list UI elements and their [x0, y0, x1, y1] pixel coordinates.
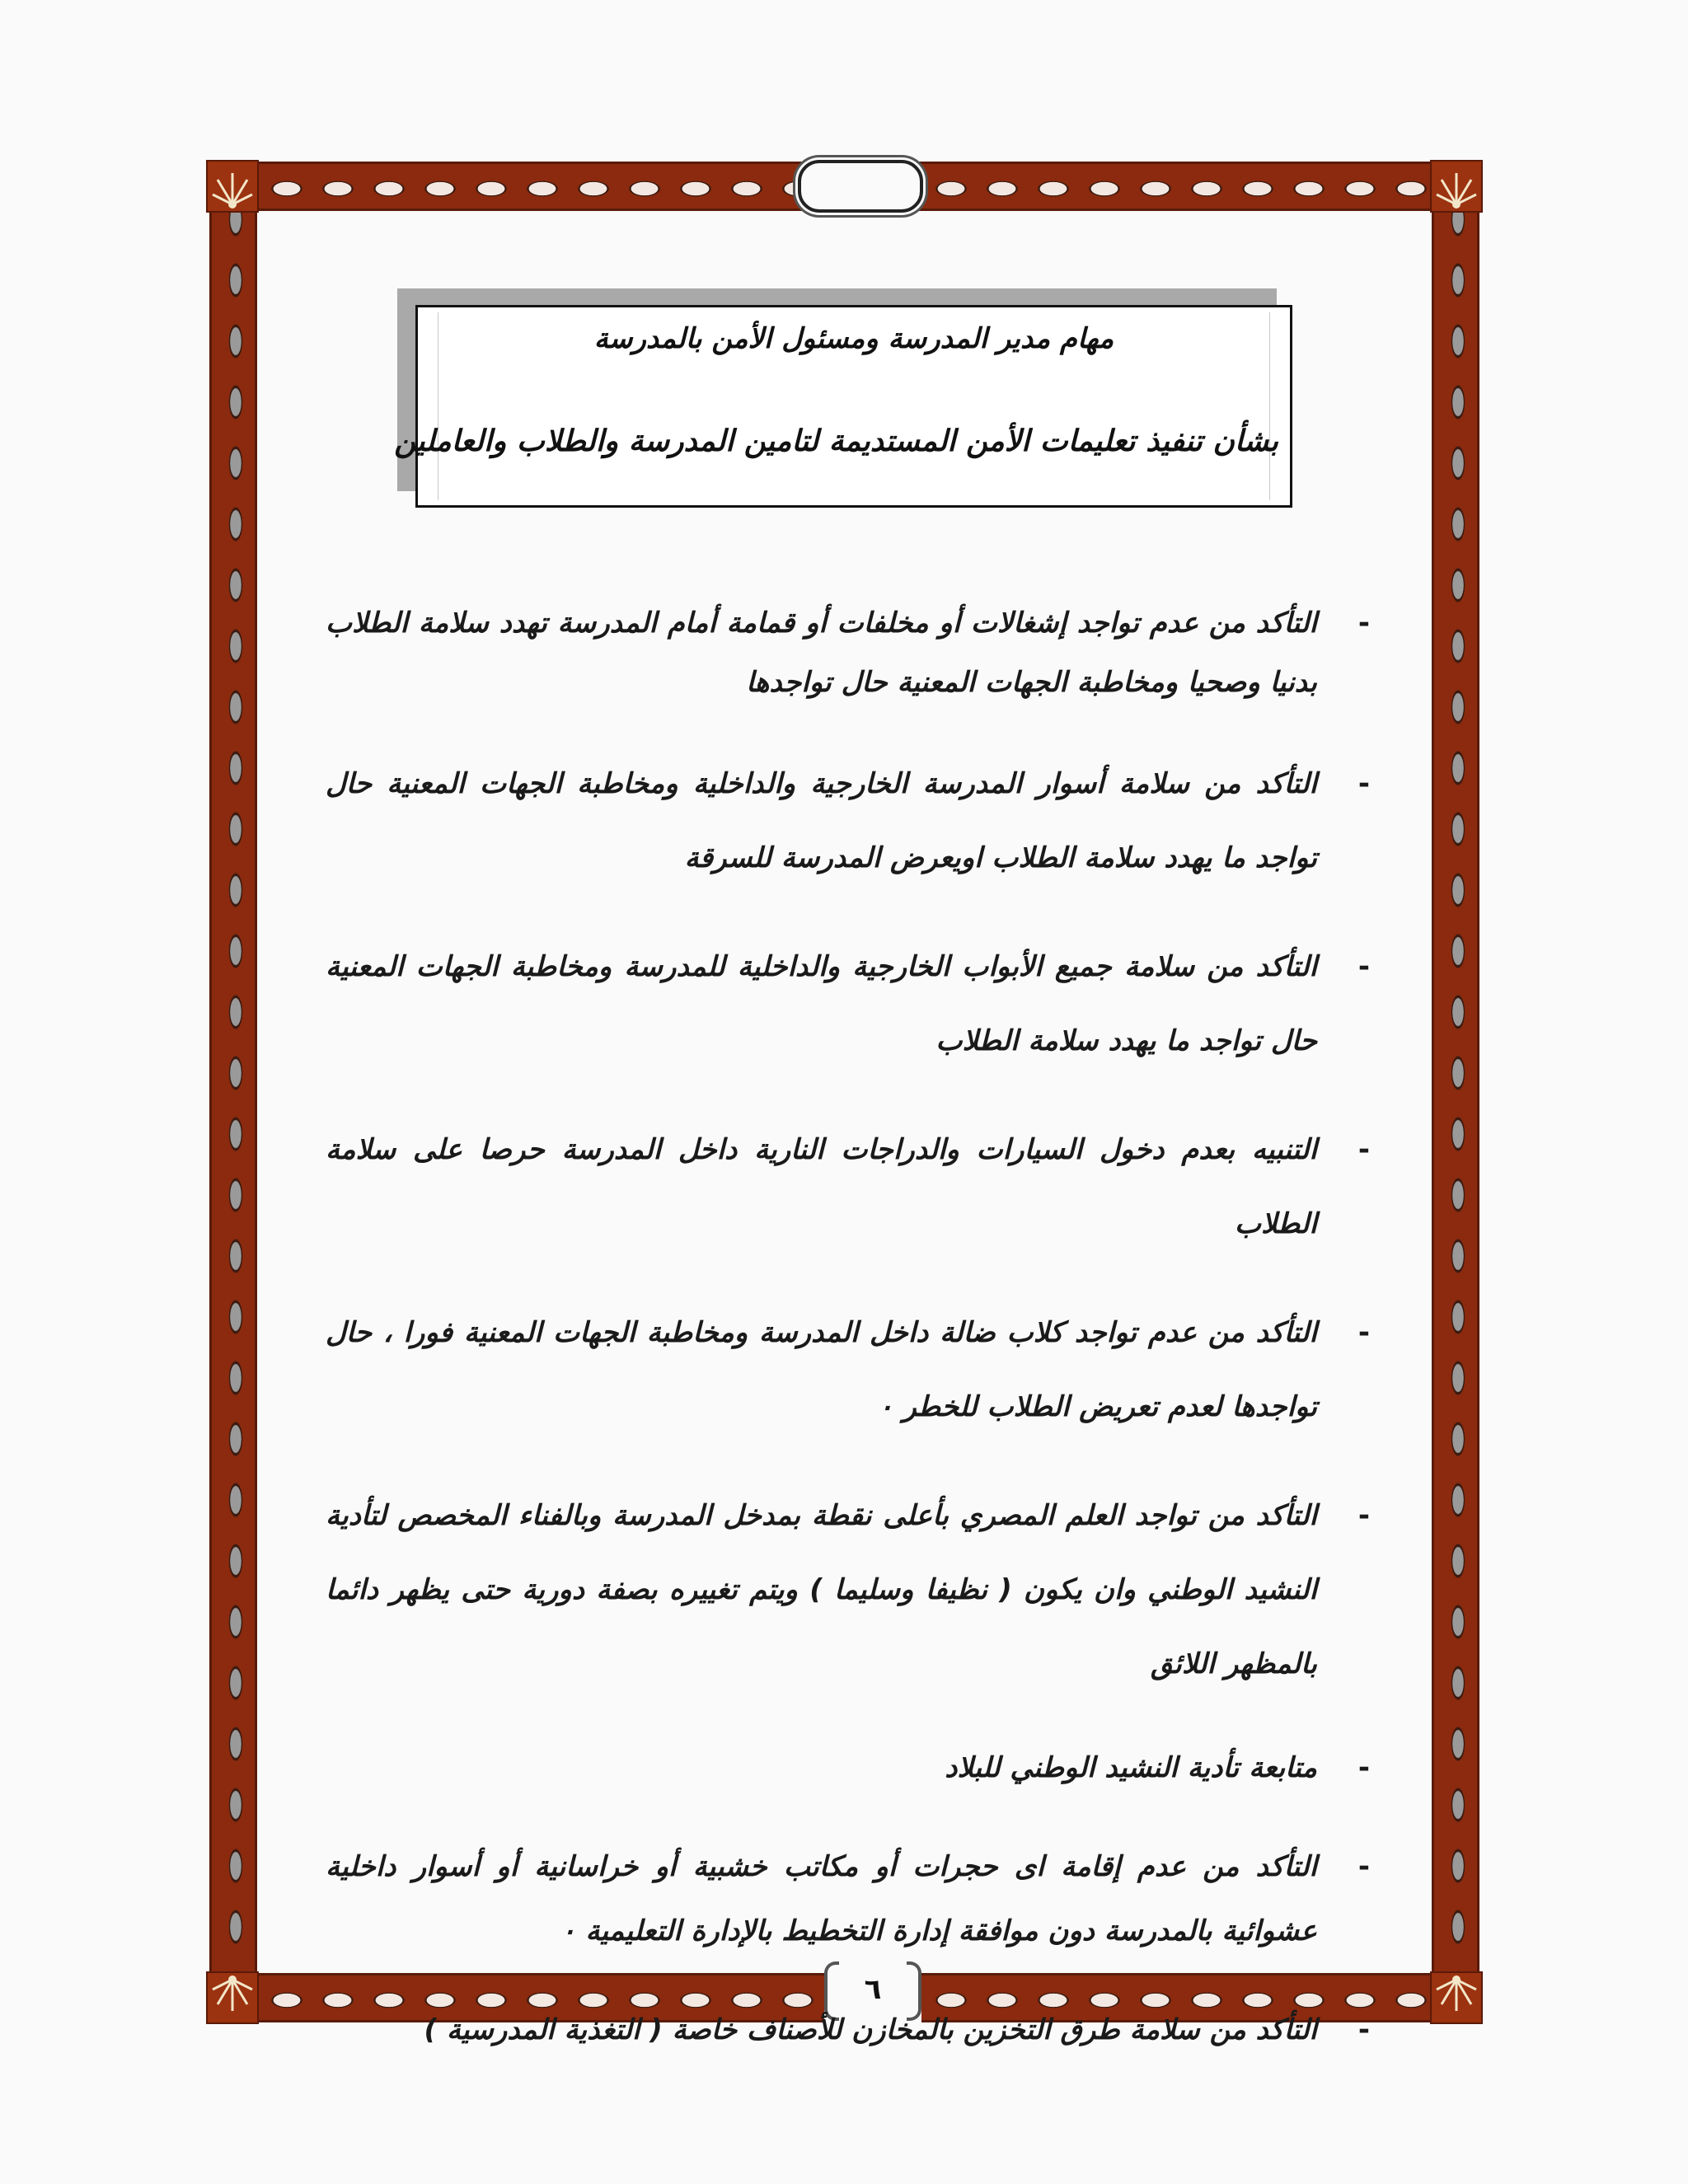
list-marker: - [1357, 1316, 1370, 1349]
list-marker: - [1357, 1133, 1370, 1166]
list-marker: - [1357, 767, 1370, 800]
list-item-text: التأكد من تواجد العلم المصري بأعلى نقطة بمدخل المدرسة وبالفناء المخصص لتأدية النشيد الوطني وان يكون ( نظيفا وسليما ) ويتم تغييره بصفة دورية حتى يظهر دائما بالمظهر اللائق [326, 1499, 1317, 1680]
frame-right-border [1432, 186, 1479, 1996]
frame-corner-ornament-top-left [206, 160, 259, 213]
frame-corner-ornament-bottom-right [1430, 1971, 1483, 2024]
list-marker: - [1357, 1499, 1370, 1532]
list-marker: - [1357, 607, 1370, 640]
list-item [326, 1113, 1376, 1261]
list-item-text: التأكد من عدم تواجد إشغالات أو مخلفات أو قمامة أمام المدرسة تهدد سلامة الطلاب بدنيا وصحيا ومخاطبة الجهات المعنية حال تواجدها [326, 607, 1317, 699]
list-item-text: التأكد من سلامة طرق التخزين بالمخازن للأصناف خاصة ( التغذية المدرسية ) [424, 2013, 1317, 2046]
list-item [326, 747, 1376, 895]
frame-corner-ornament-top-right [1430, 160, 1483, 213]
title-box [394, 305, 1292, 508]
list-item [326, 930, 1376, 1078]
list-item [326, 1479, 1376, 1701]
list-marker: - [1357, 950, 1370, 983]
header-cartouche [798, 160, 923, 213]
title-subheading: بشأن تنفيذ تعليمات الأمن المستديمة لتامين المدرسة والطلاب والعاملين [394, 424, 1278, 458]
instructions-list [326, 593, 1376, 2097]
list-marker: - [1357, 1751, 1370, 1784]
list-item-text: متابعة تأدية النشيد الوطني للبلاد [945, 1751, 1317, 1784]
frame-corner-ornament-bottom-left [206, 1971, 259, 2024]
page-number: ٦ [864, 1973, 882, 2006]
list-item-text: التأكد من سلامة أسوار المدرسة الخارجية والداخلية ومخاطبة الجهات المعنية حال تواجد ما يهدد سلامة الطلاب اويعرض المدرسة للسرقة [326, 767, 1317, 874]
list-item [326, 1736, 1376, 1800]
list-item [326, 1835, 1376, 1963]
list-item [326, 593, 1376, 712]
list-item [326, 1998, 1376, 2062]
title-heading: مهام مدير المدرسة ومسئول الأمن بالمدرسة [593, 322, 1114, 355]
list-item-text: التأكد من سلامة جميع الأبواب الخارجية والداخلية للمدرسة ومخاطبة الجهات المعنية حال تواجد ما يهدد سلامة الطلاب [326, 950, 1317, 1057]
list-marker: - [1357, 2013, 1370, 2046]
frame-left-border [209, 186, 257, 1996]
list-marker: - [1357, 1850, 1370, 1883]
list-item [326, 1296, 1376, 1444]
list-item-text: التأكد من عدم إقامة اى حجرات أو مكاتب خشبية أو خراسانية أو أسوار داخلية عشوائية بالمدرسة دون موافقة إدارة التخطيط بالإدارة التعليمية ٠ [326, 1850, 1317, 1947]
list-item-text: التأكد من عدم تواجد كلاب ضالة داخل المدرسة ومخاطبة الجهات المعنية فورا ، حال تواجدها لعدم تعريض الطلاب للخطر ٠ [326, 1316, 1317, 1423]
list-item-text: التنبيه بعدم دخول السيارات والدراجات النارية داخل المدرسة حرصا على سلامة الطلاب [326, 1133, 1317, 1240]
